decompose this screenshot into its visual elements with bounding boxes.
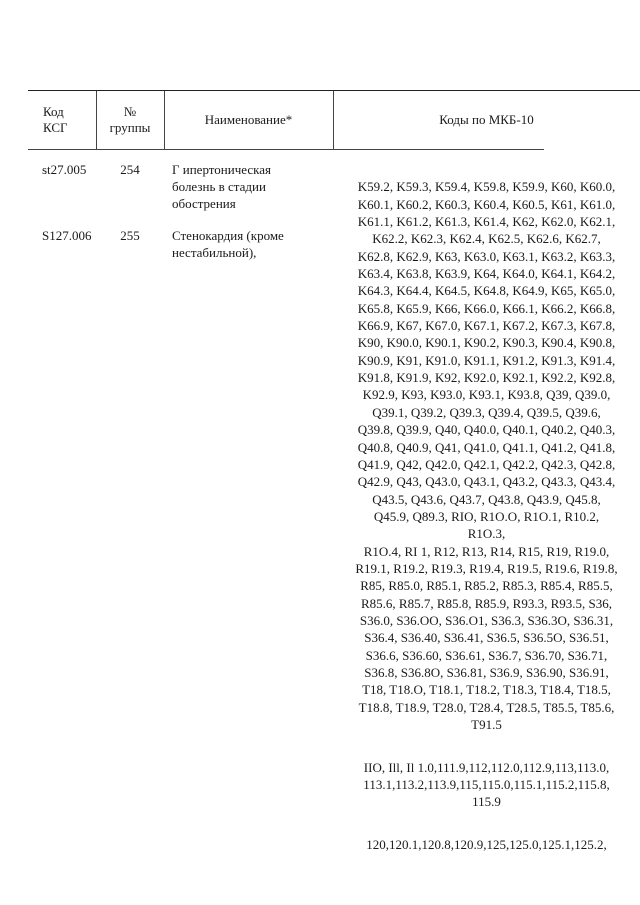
header-group: № группы xyxy=(109,104,151,135)
mkb-codes-cell xyxy=(333,161,640,871)
header-mkb: Коды по МКБ-10 xyxy=(439,112,534,127)
row-name: Г ипертоническая болезнь в стадии обострения xyxy=(172,162,271,211)
row-group: 254 xyxy=(120,162,140,177)
header-name: Наименование* xyxy=(204,112,293,127)
mkb-codes-block: IIO, Ill, Il 1.0,111.9,112,112.0,112.9,113,113.0, 113.1,113.2,113.9,115,115.0,115.1,115.2,115.8, 115.9 xyxy=(363,759,610,810)
mkb-codes-block: K59.2, K59.3, K59.4, K59.8, K59.9, K60, K60.0, K60.1, K60.2, K60.3, K60.4, K60.5, K61, K61.0, K61.1, K61.2, K61.3, K61.4, K62, K62.0, K62.1, K62.2, K62.3, K62.4, K62.5, K62.6, K62.7, K62.8, K62.9, K63, K63.0, K63.1, K63.2, K63.3, K63.4, K63.8, K63.9, K64, K64.0, K64.1, K64.2, K64.3, K64.4, K64.5, K64.8, K64.9, K65, K65.0, K65.8, K65.9, K66, K66.0, K66.1, K66.2, K66.8, K66.9, K67, K67.0, K67.1, K67.2, K67.3, K67.8, K90, K90.0, K90.1, K90.2, K90.3, K90.4, K90.8, K90.9, K91, K91.0, K91.1, K91.2, K91.3, K91.4, K91.8, K91.9, K92, K92.0, K92.1, K92.2, K92.8, K92.9, K93, K93.0, K93.1, K93.8, Q39, Q39.0, Q39.1, Q39.2, Q39.3, Q39.4, Q39.5, Q39.6, Q39.8, Q39.9, Q40, Q40.0, Q40.1, Q40.2, Q40.3, Q40.8, Q40.9, Q41, Q41.0, Q41.1, Q41.2, Q41.8, Q41.9, Q42, Q42.0, Q42.1, Q42.2, Q42.3, Q42.8, Q42.9, Q43, Q43.0, Q43.1, Q43.2, Q43.3, Q43.4, Q43.5, Q43.6, Q43.7, Q43.8, Q43.9, Q45.8, Q45.9, Q89.3, RIO, R1O.O, R1O.1, R10.2, R1O.3, R1O.4, RI 1, R12, R13, R14, R15, R19, R19.0, R19.1, R19.2, R19.3, R19.4, R19.5, R19.6, R19.8, R85, R85.0, R85.1, R85.2, R85.3, R85.4, R85.5, R85.6, R85.7, R85.8, R85.9, R93.3, R93.5, S36, S36.0, S36.OO, S36.O1, S36.3, S36.3O, S36.31, S36.4, S36.40, S36.41, S36.5, S36.5O, S36.51, S36.6, S36.60, S36.61, S36.7, S36.70, S36.71, S36.8, S36.8O, S36.81, S36.9, S36.90, S36.91, T18, T18.O, T18.1, T18.2, T18.3, T18.4, T18.5, T18.8, T18.9, T28.0, T28.4, T28.5, T85.5, T85.6, T91.5 xyxy=(355,179,618,732)
header-code: Код КСГ xyxy=(43,104,68,135)
row-group: 255 xyxy=(120,228,140,243)
mkb-codes-block: 120,120.1,120.8,120.9,125,125.0,125.1,125.2, xyxy=(366,837,607,853)
row-name: Стенокардия (кроме нестабильной), xyxy=(172,228,284,260)
table-header-bottom-border xyxy=(28,149,544,150)
row-code: S127.006 xyxy=(42,228,92,243)
row-code: st27.005 xyxy=(42,162,87,177)
